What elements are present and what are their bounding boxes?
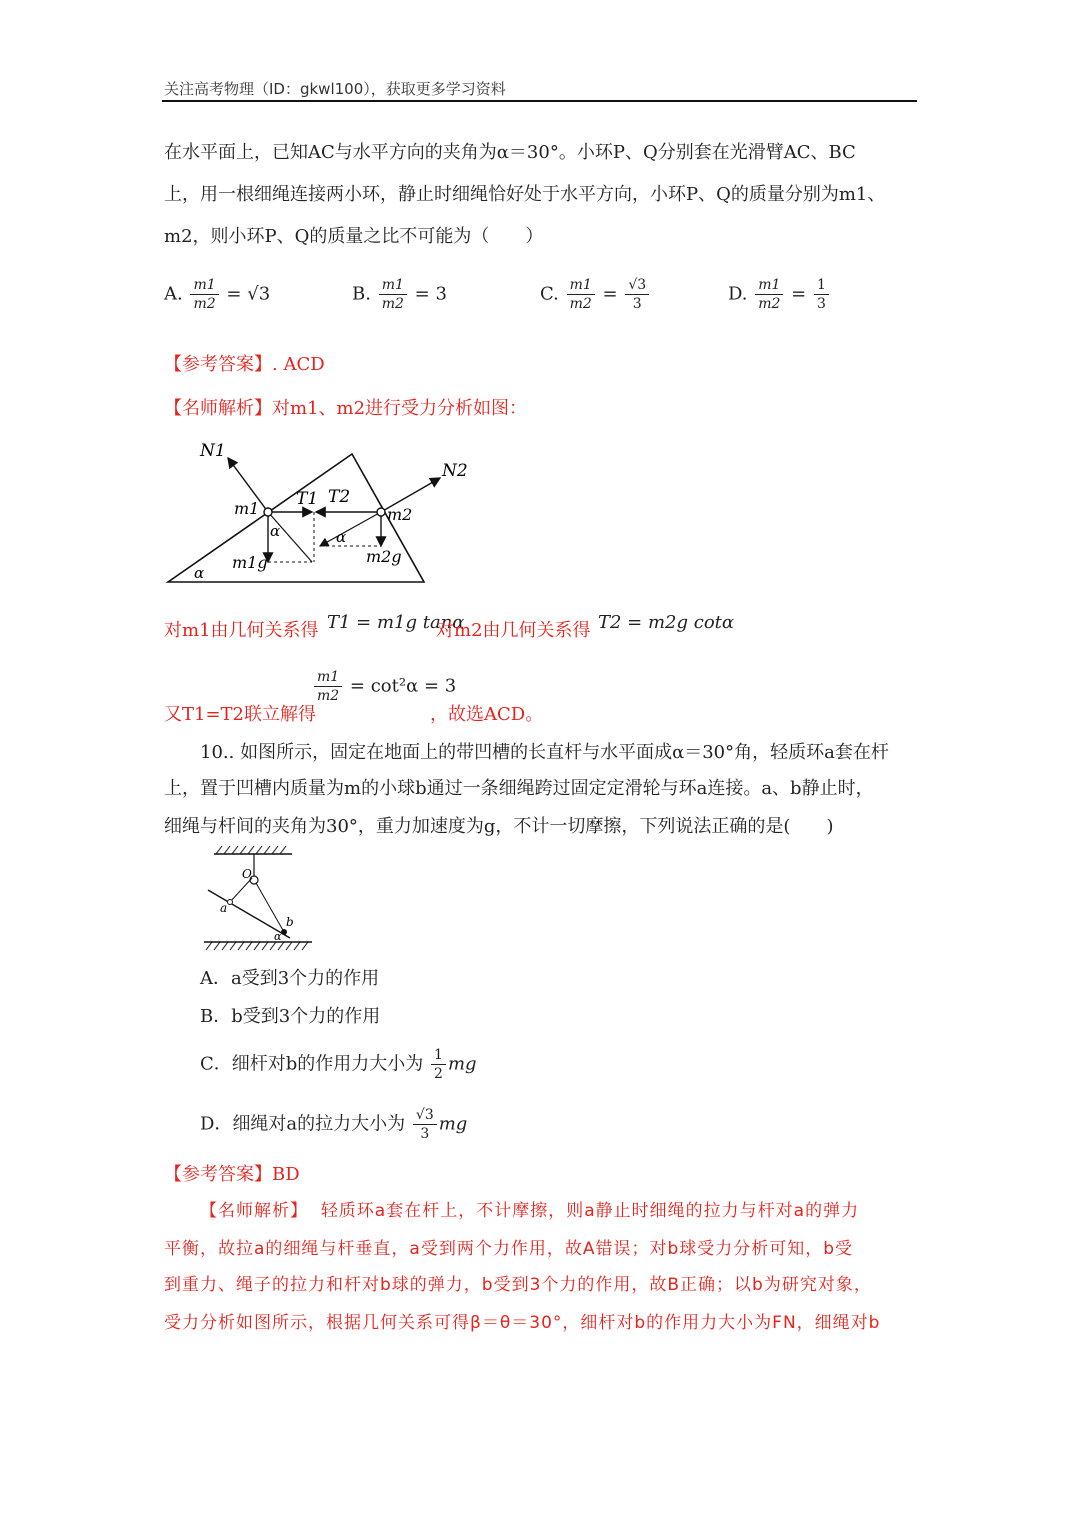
- q9-force-diagram: [160, 436, 468, 592]
- label-b: b: [286, 915, 294, 929]
- label-n1: N1: [200, 441, 226, 461]
- q9-option-b: B. $\frac{m1}{m2}$ = 3: [352, 277, 447, 312]
- q9-line-1: 在水平面上，已知AC与水平方向的夹角为α＝30°。小环P、Q分别套在光滑臂AC、BC: [164, 142, 856, 163]
- label-alpha: α: [274, 930, 282, 943]
- q9-relation-3-tail: ，故选ACD。: [430, 704, 544, 725]
- q9-analysis: 【名师解析】对m1、m2进行受力分析如图：: [164, 398, 528, 419]
- q10-option-a: A．a受到3个力的作用: [200, 968, 380, 989]
- label-m2: m2: [387, 505, 413, 524]
- label-t2: T2: [328, 487, 351, 507]
- q10-option-d: D．细绳对a的拉力大小为 $\frac{√3}{3}$ mg: [200, 1107, 468, 1142]
- q9-relation-2-text: 对m2由几何关系得: [436, 620, 591, 641]
- q9-answer: 【参考答案】. ACD: [164, 354, 325, 375]
- q10-line-2: 上，置于凹槽内质量为m的小球b通过一条细绳跨过固定定滑轮与环a连接。a、b静止时，: [164, 778, 874, 799]
- q9-option-a: A. $\frac{m1}{m2}$ = √3: [164, 277, 271, 312]
- q10-option-c: C．细杆对b的作用力大小为 $\frac{1}{2}$ mg: [200, 1047, 477, 1082]
- q9-line-3: m2，则小环P、Q的质量之比不可能为（ ）: [164, 226, 544, 247]
- page-header: 关注高考物理（ID：gkwl100），获取更多学习资料: [164, 80, 506, 98]
- q9-option-c: C. $\frac{m1}{m2}$ = $\frac{√3}{3}$: [540, 276, 651, 313]
- q10-rod-diagram: [200, 846, 320, 956]
- label-n2: N2: [442, 461, 468, 481]
- q9-line-2: 上，用一根细绳连接两小环，静止时细绳恰好处于水平方向，小环P、Q的质量分别为m1、: [164, 184, 886, 205]
- label-a: a: [220, 901, 228, 915]
- q10-analysis-line-4: 受力分析如图所示，根据几何关系可得β＝θ＝30°，细杆对b的作用力大小为FN，细绳对b: [164, 1313, 881, 1333]
- label-alpha-1: α: [270, 522, 281, 540]
- q9-relation-3-eq: $\frac{m1}{m2}$ = cot²α = 3: [312, 668, 456, 705]
- q10-line-3: 细绳与杆间的夹角为30°，重力加速度为g，不计一切摩擦，下列说法正确的是( ): [164, 816, 834, 837]
- q9-relation-1-eq: T1 = m1g tanα: [327, 612, 465, 633]
- header-rule: [162, 100, 917, 102]
- q10-analysis-line-1: 【名师解析】 轻质环a套在杆上，不计摩擦，则a静止时细绳的拉力与杆对a的弹力: [200, 1201, 860, 1221]
- q10-analysis-line-2: 平衡，故拉a的细绳与杆垂直，a受到两个力作用，故A错误；对b球受力分析可知，b受: [164, 1239, 854, 1259]
- q10-analysis-line-3: 到重力、绳子的拉力和杆对b球的弹力，b受到3个力的作用，故B正确；以b为研究对象，: [164, 1275, 872, 1295]
- q10-option-b: B．b受到3个力的作用: [200, 1006, 381, 1027]
- label-alpha-3: α: [194, 564, 205, 582]
- label-m2g: m2g: [366, 547, 402, 566]
- label-t1: T1: [296, 489, 319, 509]
- q10-line-1: 10.. 如图所示，固定在地面上的带凹槽的长直杆与水平面成α＝30°角，轻质环a套在杆: [200, 742, 889, 763]
- label-o: O: [242, 867, 252, 881]
- label-m1g: m1g: [232, 553, 268, 572]
- q10-answer: 【参考答案】BD: [164, 1164, 300, 1185]
- label-alpha-2: α: [336, 528, 347, 546]
- q9-relation-3-text: 又T1=T2联立解得: [164, 704, 316, 725]
- q9-option-d: D. $\frac{m1}{m2}$ = $\frac{1}{3}$: [728, 276, 831, 313]
- q9-relation-2-eq: T2 = m2g cotα: [598, 612, 735, 633]
- q9-relation-1-text: 对m1由几何关系得: [164, 620, 319, 641]
- label-m1: m1: [234, 499, 260, 518]
